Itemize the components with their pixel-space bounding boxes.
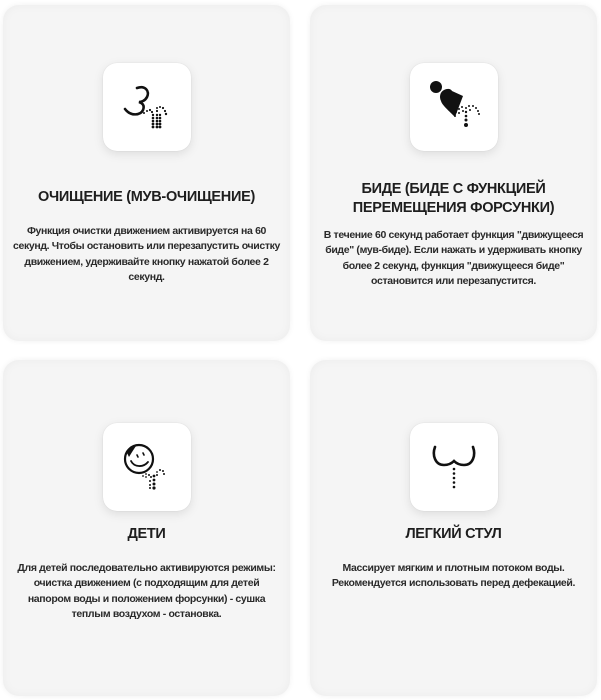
mode-title: ОЧИЩЕНИЕ (МУВ-ОЧИЩЕНИЕ) [38,189,255,205]
mode-button-kids[interactable] [103,423,191,511]
mode-description: Массирует мягким и плотным потоком воды. Рекомендуется использовать перед дефекацией. [331,562,576,590]
mode-title: ДЕТИ [127,526,166,542]
mode-title: БИДЕ (БИДЕ С ФУНКЦИЕЙ ПЕРЕМЕЩЕНИЯ ФОРСУНКИ) [352,181,555,216]
mode-card-kids [3,360,290,696]
mode-card-soft-stool [310,360,597,696]
mode-title: ЛЕГКИЙ СТУЛ [405,526,502,542]
mode-card-bidet [310,5,597,341]
soft-stool-icon [422,435,486,499]
cleansing-icon [115,75,179,139]
bidet-icon [422,75,486,139]
mode-button-cleansing[interactable] [103,63,191,151]
mode-card-cleansing [3,5,290,341]
mode-description: Для детей последовательно активируются режимы: очистка движением (с подходящим для детей напором воды и положением форсунки) - сушка теплым воздухом - остановка. [17,562,276,620]
mode-description: В течение 60 секунд работает функция "движущееся биде" (мув-биде). Если нажать и удерживать кнопку более 2 секунд, функция "движущееся биде" остановится или перезапустится. [323,229,584,287]
mode-description: Функция очистки движением активируется на 60 секунд. Чтобы остановить или перезапустить очистку движением, удерживайте кнопку нажатой более 2 секунд. [12,225,281,283]
mode-button-soft-stool[interactable] [410,423,498,511]
mode-button-bidet[interactable] [410,63,498,151]
kids-icon [115,435,179,499]
